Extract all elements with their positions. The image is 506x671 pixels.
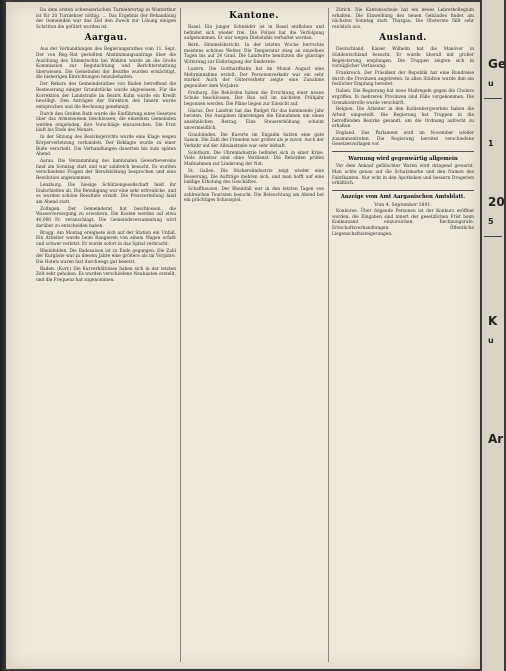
article-paragraph: St. Gallen. Die Stickereiindustrie zeigt wieder eine Besserung. Die Aufträge mehren sich, und man hofft auf eine baldige Erholung des Geschäftes. [184, 168, 324, 186]
column-middle [184, 8, 324, 664]
article-paragraph: In der Sitzung des Bezirksgerichts wurde eine Klage wegen Körperverletzung verhandelt. Der Beklagte wurde zu einer Buße verurteilt. Die Verhandlungen dauerten bis zum späten Abend. [36, 135, 176, 158]
article-paragraph: Aus der Verhandlungen des Regierungsrathes vom 11. Sept. Der von Reg.-Rat gestellten Abstimmungsantrags über die Ausübung des Stimmrechts bei Wahlen wurde an die Große Kommission zur Begutachtung und Berichterstattung überwiesen. Die Gemeinden der Bezirke wurden ermächtigt, die bisherigen Einrichtungen beizubehalten. [36, 47, 176, 81]
column-right [332, 8, 474, 664]
edge-fragment: u [488, 336, 494, 345]
article-paragraph: Deutschland. Kaiser Wilhelm hat die Manöver in Süddeutschland besucht. Er wurde überall mit großer Begeisterung empfangen. Die Truppen zeigten sich in vorzüglicher Verfassung. [332, 47, 474, 70]
article-paragraph: Luzern. Die Gotthardbahn hat im Monat August eine Mehreinnahme erzielt. Der Personenverkehr war ein sehr starker. Auch der Güterverkehr zeigte eine Zunahme gegenüber dem Vorjahre. [184, 66, 324, 89]
article-paragraph: Freiburg. Die Behörden haben die Errichtung einer neuen Schule beschlossen. Der Bau soll im nächsten Frühjahr begonnen werden. Die Pläne liegen zur Einsicht auf. [184, 90, 324, 107]
section-heading-kantone: Kantone. [229, 11, 279, 21]
article-paragraph: Basel. Ein junger Schneider ist in Basel entflohen und befindet sich wieder frei. Die Polizei hat die Verfolgung aufgenommen. Er war wegen Diebstahls verhaftet worden. [184, 25, 324, 42]
article-paragraph: Graubünden. Die Kurorte im Engadin hatten eine gute Saison. Die Zahl der Fremden war größer als je zuvor. Auch der Verkehr auf der Albulastraße war sehr lebhaft. [184, 132, 324, 149]
column-rule [180, 8, 181, 662]
section-heading-aargau: Aargau. [84, 33, 128, 44]
intro-paragraph: Da dem ersten schweizerischen Turnlehrertag in Winterthur ist für 20 Turnlehrer nöthig. ... Das Ergebnis der Behandlung der Gemeinden war das Ziel den Zweck zur Lösung einigen Schritten die geführt wurden ist. [36, 8, 176, 30]
article-paragraph: Schaffhausen. Der Rheinfall war in den letzten Tagen von zahlreichen Touristen besucht. Die Beleuchtung am Abend bot ein prächtiges Schauspiel. [184, 187, 324, 204]
article-paragraph: Glarus. Der Landrat hat das Budget für das kommende Jahr beraten. Die Ausgaben übersteigen die Einnahmen um einen ansehnlichen Betrag. Eine Steuererhöhung scheint unvermeidlich. [184, 108, 324, 131]
notice-text: Vor dem Ankauf gefälschter Waren wird dringend gewarnt. Man achte genau auf die Schutzmarke und den Namen des Fabrikanten. Nur echt in den Apotheken und bessern Drogerien erhältlich. [332, 164, 474, 187]
article-paragraph: Belgien. Die Arbeiter in den Kohlenbergwerken haben die Arbeit eingestellt. Die Regierung hat Truppen in die betreffenden Bezirke gesandt, um die Ordnung aufrecht zu erhalten. [332, 107, 474, 130]
column-rule [328, 8, 329, 662]
newspaper-page [6, 2, 480, 669]
article-paragraph: Brugg. Am Montag ereignete sich auf der Station ein Unfall. Ein Arbeiter wurde beim Rangieren von einem Wagen erfaßt und schwer verletzt. Er wurde sofort in das Spital verbracht. [36, 230, 176, 247]
article-paragraph: Bern. Himmelsbericht. In der letzten Woche herrschte meistens schönes Wetter. Die Temperatur stieg an einzelnen Tagen bis auf 24 Grad. Die Landwirte benützten die günstige Witterung zur Einbringung der Emdernte. [184, 43, 324, 65]
notice-title: Warnung wird gegenwärtig allgemein [348, 156, 458, 163]
intro-paragraph: Zürich. Die Kantonsschule hat ein neues Lehrerkollegium erhalten. Die Einweihung des neuen Gebäudes findet am nächsten Sonntag statt. Thurgau. Die Obsternte fällt sehr reichlich aus. [332, 8, 474, 30]
edge-fragment: Ge [488, 57, 506, 71]
official-notice-title: Anzeige vom Amt Aargauischen Amtsblatt. [340, 194, 466, 201]
article-paragraph: Solothurn. Die Uhrenindustrie befindet sich in einer Krise. Viele Arbeiter sind ohne Verdienst. Die Behörden prüfen Maßnahmen zur Linderung der Not. [184, 150, 324, 167]
article-paragraph: Lenzburg. Die hiesige Schützengesellschaft hielt ihr Endschießen ab. Die Beteiligung war eine sehr erfreuliche, und es wurden schöne Resultate erzielt. Die Preisverteilung fand am Abend statt. [36, 182, 176, 205]
official-notice-date: Vom 4. September 1891. [374, 202, 432, 208]
edge-rule [484, 236, 502, 237]
article-paragraph: Baden. (Korr.) Die Kurverhältnisse haben sich in der letzten Zeit sehr gehoben. Es wurden verschiedene Neubauten erstellt, und die Frequenz hat zugenommen. [36, 266, 176, 284]
article-paragraph: Frankreich. Der Präsident der Republik hat eine Rundreise durch die Provinzen angetreten. In allen Städten wurde ihm ein festlicher Empfang bereitet. [332, 71, 474, 88]
article-paragraph: Aarau. Die Versammlung des kantonalen Gewerbevereins fand am Sonntag statt und war zahlreich besucht. Es wurden verschiedene Fragen der Berufsbildung besprochen und eine Resolution angenommen. [36, 159, 176, 181]
edge-fragment: Ar [488, 432, 504, 446]
article-paragraph: Durch den Großen Rath wurde die Einführung eines Gesetzes über das Armenwesen beschlossen; die einzelnen Gemeinden werden eingeladen, ihre Vorschläge einzureichen. Die Frist läuft bis Ende des Monats. [36, 111, 176, 134]
edge-fragment: 5 [488, 217, 494, 226]
edge-fragment: u [488, 79, 494, 88]
advertisement-notice [332, 151, 474, 191]
article-paragraph: Der Rekurs des Gemeinderathes von Baden betreffend die Besteuerung einiger Grundstücke wurde abgewiesen. Für die Korrektion der Landstraße im Bezirk Kulm wurde ein Kredit bewilligt. Den Anträgen der Direktion des Innern wurde entsprochen und die Rechnung genehmigt. [36, 82, 176, 110]
column-left [36, 8, 176, 664]
official-notice-text: Konkurse. Über folgende Personen ist der Konkurs eröffnet worden; die Eingaben sind innert der gesetzlichen Frist beim Konkursamt einzureichen. Rechnungsrufe. Erbschaftsverhandlungen. Öffentliche Liegenschaftssteigerungen. [332, 209, 474, 237]
adjacent-page-edge [482, 0, 504, 671]
edge-fragment: 20 [488, 195, 505, 209]
article-paragraph: England. Das Parlament wird im November wieder zusammentreten. Die Regierung bereitet verschiedene Gesetzesvorlagen vor. [332, 131, 474, 148]
article-paragraph: Italien. Die Regierung hat neue Maßregeln gegen die Cholera ergriffen. In mehreren Provinzen sind Fälle vorgekommen. Die Grenzkontrolle wurde verschärft. [332, 89, 474, 106]
section-heading-ausland: Ausland. [379, 33, 427, 44]
edge-fragment: 1 [488, 139, 494, 148]
edge-fragment: K [488, 314, 498, 328]
article-paragraph: Zofingen. Der Gemeinderat hat beschlossen, die Wasserversorgung zu erweitern. Die Kosten werden auf etwa 40,000 Fr. veranschlagt. Die Gemeindeversammlung wird darüber zu entscheiden haben. [36, 206, 176, 229]
article-paragraph: Rheinfelden. Die Badesaison ist zu Ende gegangen. Die Zahl der Kurgäste war in diesem Jahre eine größere als im Vorjahre. Die Hotels waren fast durchwegs gut besetzt. [36, 248, 176, 265]
edge-rule [484, 98, 502, 99]
